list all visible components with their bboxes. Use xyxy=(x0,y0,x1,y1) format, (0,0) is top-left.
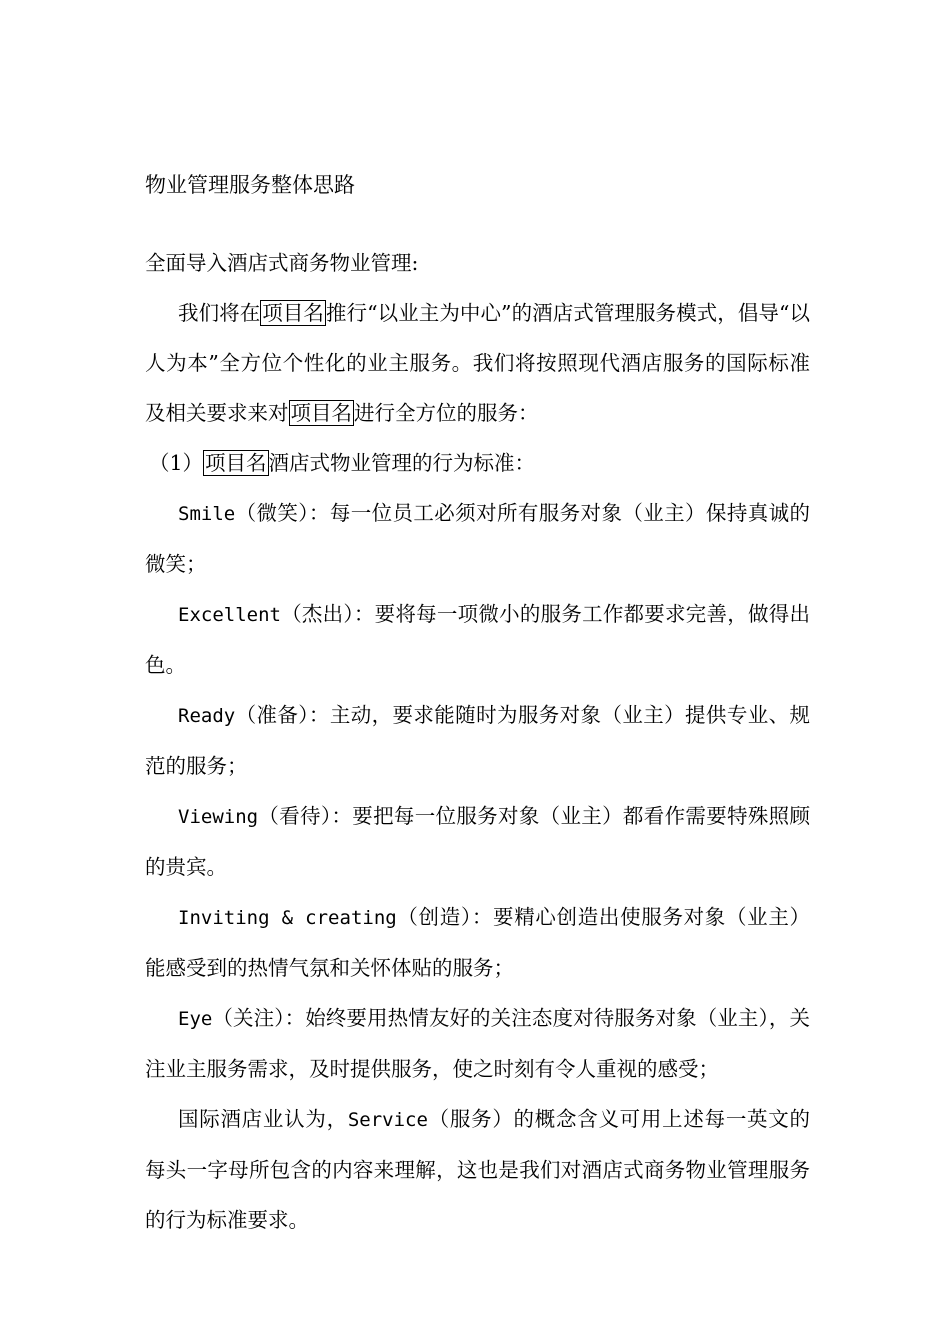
standard-desc: （杰出）：要将每一项微小的服务工作都要求完善，做得出色。 xyxy=(145,602,810,677)
standard-paragraph xyxy=(145,690,810,791)
closing-paragraph xyxy=(145,1094,810,1245)
closing-text-1: 国际酒店业认为， xyxy=(178,1107,348,1131)
standard-paragraph xyxy=(145,791,810,892)
closing-term: Service xyxy=(347,1109,428,1131)
standard-term: Viewing xyxy=(178,806,259,828)
item-number: （1） xyxy=(149,451,204,475)
project-name-box: 项目名 xyxy=(205,451,267,475)
standard-term: Ready xyxy=(178,705,236,727)
project-name-box: 项目名 xyxy=(290,401,352,425)
item-heading-text: 酒店式物业管理的行为标准： xyxy=(268,451,536,475)
standard-term: Excellent xyxy=(178,604,281,626)
intro-text-3: 进行全方位的服务： xyxy=(354,401,539,425)
standard-desc: （看待）：要把每一位服务对象（业主）都看作需要特殊照顾的贵宾。 xyxy=(145,804,810,879)
standard-desc: （准备）：主动，要求能随时为服务对象（业主）提供专业、规范的服务； xyxy=(145,703,810,778)
standard-term: Smile xyxy=(178,503,236,525)
standard-desc: （微笑）：每一位员工必须对所有服务对象（业主）保持真诚的微笑； xyxy=(145,501,810,576)
standard-term: Eye xyxy=(178,1008,213,1030)
standard-paragraph xyxy=(145,589,810,690)
standard-term: Inviting & creating xyxy=(178,907,397,929)
section-heading: 全面导入酒店式商务物业管理: xyxy=(145,251,419,275)
standard-paragraph xyxy=(145,488,810,589)
intro-paragraph xyxy=(145,288,810,438)
project-name-box: 项目名 xyxy=(262,301,324,325)
item-heading xyxy=(145,438,810,488)
standard-desc: （关注）：始终要用热情友好的关注态度对待服务对象（业主），关注业主服务需求，及时提供服务，使之时刻有令人重视的感受； xyxy=(145,1006,810,1081)
standard-paragraph xyxy=(145,993,810,1094)
closing-text-2: （服务）的概念含义可用上述每一英文的每头一字母所包含的内容来理解，这也是我们对酒店式商务物业管理服务的行为标准要求。 xyxy=(145,1107,811,1232)
document-body xyxy=(145,238,810,1245)
document-title: 物业管理服务整体思路 xyxy=(145,173,355,197)
intro-text-1: 我们将在 xyxy=(178,301,261,325)
standard-paragraph xyxy=(145,892,810,993)
standard-desc: （创造）：要精心创造出使服务对象（业主）能感受到的热情气氛和关怀体贴的服务； xyxy=(145,905,811,980)
intro-text-2: 推行“以业主为中心”的酒店式管理服务模式，倡导“以人为本”全方位个性化的业主服务。我们将按照现代酒店服务的国际标准及相关要求来对 xyxy=(145,301,810,425)
